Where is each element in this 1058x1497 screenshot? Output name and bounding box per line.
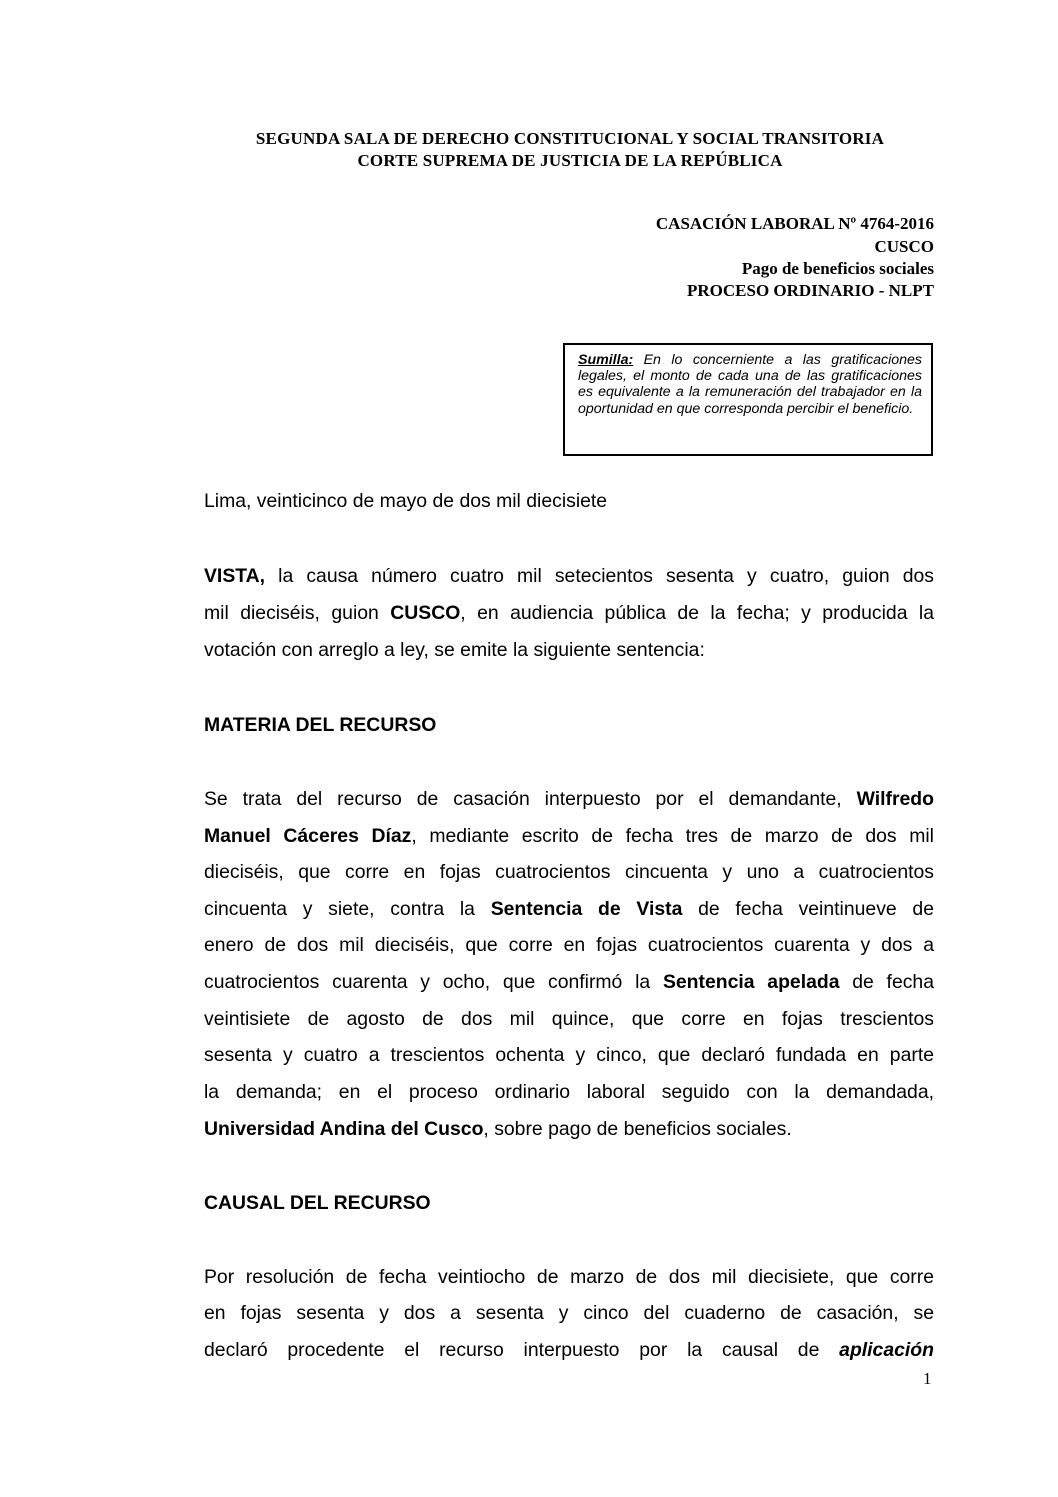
page-number: 1 (923, 1369, 932, 1388)
case-subject: Pago de beneficios sociales (741, 259, 934, 278)
sentencia-de-vista: Sentencia de Vista (490, 898, 683, 920)
materia-line-9: la demanda; en el proceso ordinario laboral seguido con la demandada, (204, 1081, 934, 1103)
causal-line-3-text: declaró procedente el recurso interpuesto por la causal de (204, 1339, 840, 1361)
materia-line-6 (204, 971, 934, 994)
materia-line-7: veintisiete de agosto de dos mil quince, que corre en fojas trescientos (204, 1008, 934, 1030)
defendant-name: Universidad Andina del Cusco (204, 1118, 484, 1140)
vista-line-3: votación con arreglo a ley, se emite la siguiente sentencia: (204, 639, 705, 661)
sumilla-box (563, 343, 933, 456)
sumilla-text (578, 352, 922, 417)
materia-line-3: dieciséis, que corre en fojas cuatrocientos cincuenta y uno a cuatrocientos (204, 861, 934, 883)
section-heading-causal: CAUSAL DEL RECURSO (204, 1192, 431, 1214)
causal-line-2: en fojas sesenta y dos a sesenta y cinco del cuaderno de casación, se (204, 1302, 934, 1324)
materia-line-4-text-a: cincuenta y siete, contra la (204, 898, 491, 920)
materia-line-10-text: , sobre pago de beneficios sociales. (483, 1118, 792, 1140)
materia-line-10 (204, 1118, 934, 1141)
court-name-line-2: CORTE SUPREMA DE JUSTICIA DE LA REPÚBLICA (357, 151, 783, 170)
vista-line-2 (204, 602, 934, 625)
date-line: Lima, veinticinco de mayo de dos mil diecisiete (204, 490, 608, 512)
materia-line-1-text: Se trata del recurso de casación interpuesto por el demandante, (204, 788, 857, 810)
court-name-line-1: SEGUNDA SALA DE DERECHO CONSTITUCIONAL Y SOCIAL TRANSITORIA (255, 129, 885, 148)
sentencia-apelada: Sentencia apelada (662, 971, 840, 993)
materia-line-4 (204, 898, 934, 921)
materia-line-2-text: , mediante escrito de fecha tres de marzo de dos mil (411, 825, 934, 847)
vista-line-1-text: la causa número cuatro mil setecientos sesenta y cuatro, guion dos (265, 565, 934, 587)
vista-cusco: CUSCO (390, 602, 461, 624)
causal-line-1: Por resolución de fecha veintiocho de marzo de dos mil diecisiete, que corre (204, 1266, 934, 1288)
section-heading-materia: MATERIA DEL RECURSO (204, 714, 437, 736)
materia-line-8: sesenta y cuatro a trescientos ochenta y cinco, que declaró fundada en parte (204, 1044, 934, 1066)
plaintiff-name-part-2: Manuel Cáceres Díaz (204, 825, 412, 847)
materia-line-6-text-a: cuatrocientos cuarenta y ocho, que confirmó la (204, 971, 663, 993)
vista-line-2-text-a: mil dieciséis, guion (204, 602, 391, 624)
materia-line-4-text-b: de fecha veintinueve de (682, 898, 934, 920)
vista-line-1 (204, 565, 934, 588)
causal-line-3 (204, 1339, 934, 1362)
vista-line-2-text-b: , en audiencia pública de la fecha; y producida la (460, 602, 934, 624)
vista-label: VISTA, (204, 565, 266, 587)
case-number: CASACIÓN LABORAL Nº 4764-2016 (655, 214, 934, 233)
materia-line-5: enero de dos mil dieciséis, que corre en fojas cuatrocientos cuarenta y dos a (204, 934, 934, 956)
materia-line-1 (204, 788, 934, 811)
case-process: PROCESO ORDINARIO - NLPT (687, 281, 934, 300)
sumilla-label: Sumilla: (578, 352, 634, 368)
sumilla-body: En lo concerniente a las gratificaciones legales, el monto de cada una de las gratificaciones es equivalente a la remuneración del trabajador en la oportunidad en que corresponda percibir el beneficio. (578, 352, 922, 417)
causal-aplicacion: aplicación (839, 1339, 934, 1361)
materia-line-6-text-b: de fecha (839, 971, 934, 993)
case-city: CUSCO (874, 237, 934, 256)
materia-line-2 (204, 825, 934, 848)
plaintiff-name-part-1: Wilfredo (856, 788, 934, 810)
